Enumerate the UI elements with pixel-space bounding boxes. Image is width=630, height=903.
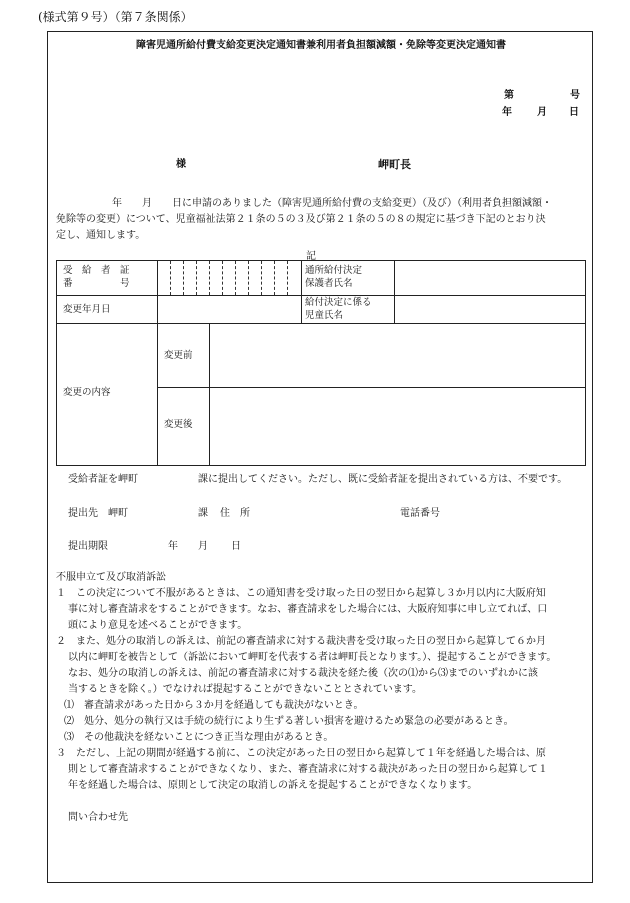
document-title: 障害児通所給付費支給変更決定通知書兼利用者負担額減額・免除等変更決定通知書	[136, 40, 506, 51]
submit-line-rest: 課に提出してください。ただし、既に受給者証を提出されている方は、不要です。	[198, 474, 568, 485]
date-day: 日	[569, 107, 579, 118]
appeal-p3-line2: 則として審査請求することができなくなり、また、審査請求に対する裁決があった日の翌日から起算して１	[68, 764, 548, 775]
change-date-label: 変更年月日	[63, 304, 111, 315]
submit-destination-address: 住 所	[220, 508, 250, 519]
appeal-item-3: ⑶ その他裁決を経ないことにつき正当な理由があるとき。	[64, 732, 334, 743]
decision-table	[56, 260, 586, 466]
cert-label-bottom: 番 号	[63, 278, 130, 289]
cert-label-top: 受 給 者 証	[63, 265, 130, 276]
appeal-item-1: ⑴ 審査請求があった日から３か月を経過しても裁決がないとき。	[64, 700, 364, 711]
deadline-month: 月	[198, 541, 208, 552]
intro-line-3: 定し、通知します。	[56, 230, 146, 241]
appeal-p2-line3: なお、処分の取消しの訴えは、前記の審査請求に対する裁決を経た後（次の⑴から⑶までのいずれかに該	[68, 668, 538, 679]
appeal-p2-line1: ２ また、処分の取消しの訴えは、前記の審査請求に対する裁決書を受け取った日の翌日から起算して６か月	[56, 636, 546, 647]
recipient-suffix: 様	[176, 159, 186, 170]
form-number-label: (様式第９号）（第７条関係）	[38, 10, 193, 24]
guardian-label-bottom: 保護者氏名	[305, 278, 353, 289]
submit-line-prefix: 受給者証を岬町	[68, 474, 138, 485]
contact-label: 問い合わせ先	[68, 812, 128, 823]
intro-line-2: 免除等の変更）について、児童福祉法第２１条の５の３及び第２１条の５の８の規定に基づき下記のとおり決	[56, 214, 546, 225]
appeal-p1-line2: 事に対し審査請求をすることができます。なお、審査請求をした場合には、大阪府知事に申し立てれば、口	[68, 604, 548, 615]
submit-destination-ka: 課	[198, 508, 208, 519]
doc-number-suffix: 号	[570, 90, 580, 101]
date-year: 年	[502, 107, 512, 118]
appeal-p1-line3: 頭により意見を述べることができます。	[68, 620, 248, 631]
appeal-p2-line2: 以内に岬町を被告として（訴訟において岬町を代表する者は岬町長となります。）、提起することができます。	[68, 652, 557, 663]
deadline-year: 年	[168, 541, 178, 552]
child-label-top: 給付決定に係る	[305, 297, 372, 308]
guardian-label-top: 通所給付決定	[305, 265, 363, 276]
appeal-p3-line3: 年を経過した場合は、原則として決定の取消しの訴えを提起することができなくなります。	[68, 780, 478, 791]
doc-number-prefix: 第	[504, 90, 514, 101]
appeal-p2-line4: 当するときを除く。）でなければ提起することができないこととされています。	[68, 684, 422, 695]
child-label-bottom: 児童氏名	[305, 310, 344, 321]
deadline-day: 日	[231, 541, 241, 552]
appeal-heading: 不服申立て及び取消訴訟	[56, 572, 166, 583]
submit-destination-label: 提出先 岬町	[68, 508, 128, 519]
submit-deadline-label: 提出期限	[68, 541, 108, 552]
appeal-item-2: ⑵ 処分、処分の執行又は手続の続行により生ずる著しい損害を避けるため緊急の必要があるとき。	[64, 716, 514, 727]
date-month: 月	[537, 107, 547, 118]
before-change-label: 変更前	[164, 350, 193, 361]
submit-destination-phone: 電話番号	[400, 508, 440, 519]
issuer-name: 岬町長	[378, 158, 411, 171]
guardian-name-label	[305, 264, 362, 290]
notice-frame	[47, 31, 593, 883]
after-change-label: 変更後	[164, 419, 193, 430]
change-content-label: 変更の内容	[63, 387, 111, 398]
cert-number-label	[57, 264, 157, 290]
child-name-label	[305, 296, 372, 322]
ki-label: 記	[306, 251, 316, 262]
appeal-p1-line1: １ この決定について不服があるときは、この通知書を受け取った日の翌日から起算し３か月以内に大阪府知	[56, 588, 546, 599]
intro-line-1: 年 月 日に申請のありました（障害児通所給付費の支給変更）（及び）（利用者負担額減額・	[112, 198, 552, 209]
appeal-p3-line1: ３ ただし、上記の期間が経過する前に、この決定があった日の翌日から起算して１年を経過した場合は、原	[56, 748, 546, 759]
